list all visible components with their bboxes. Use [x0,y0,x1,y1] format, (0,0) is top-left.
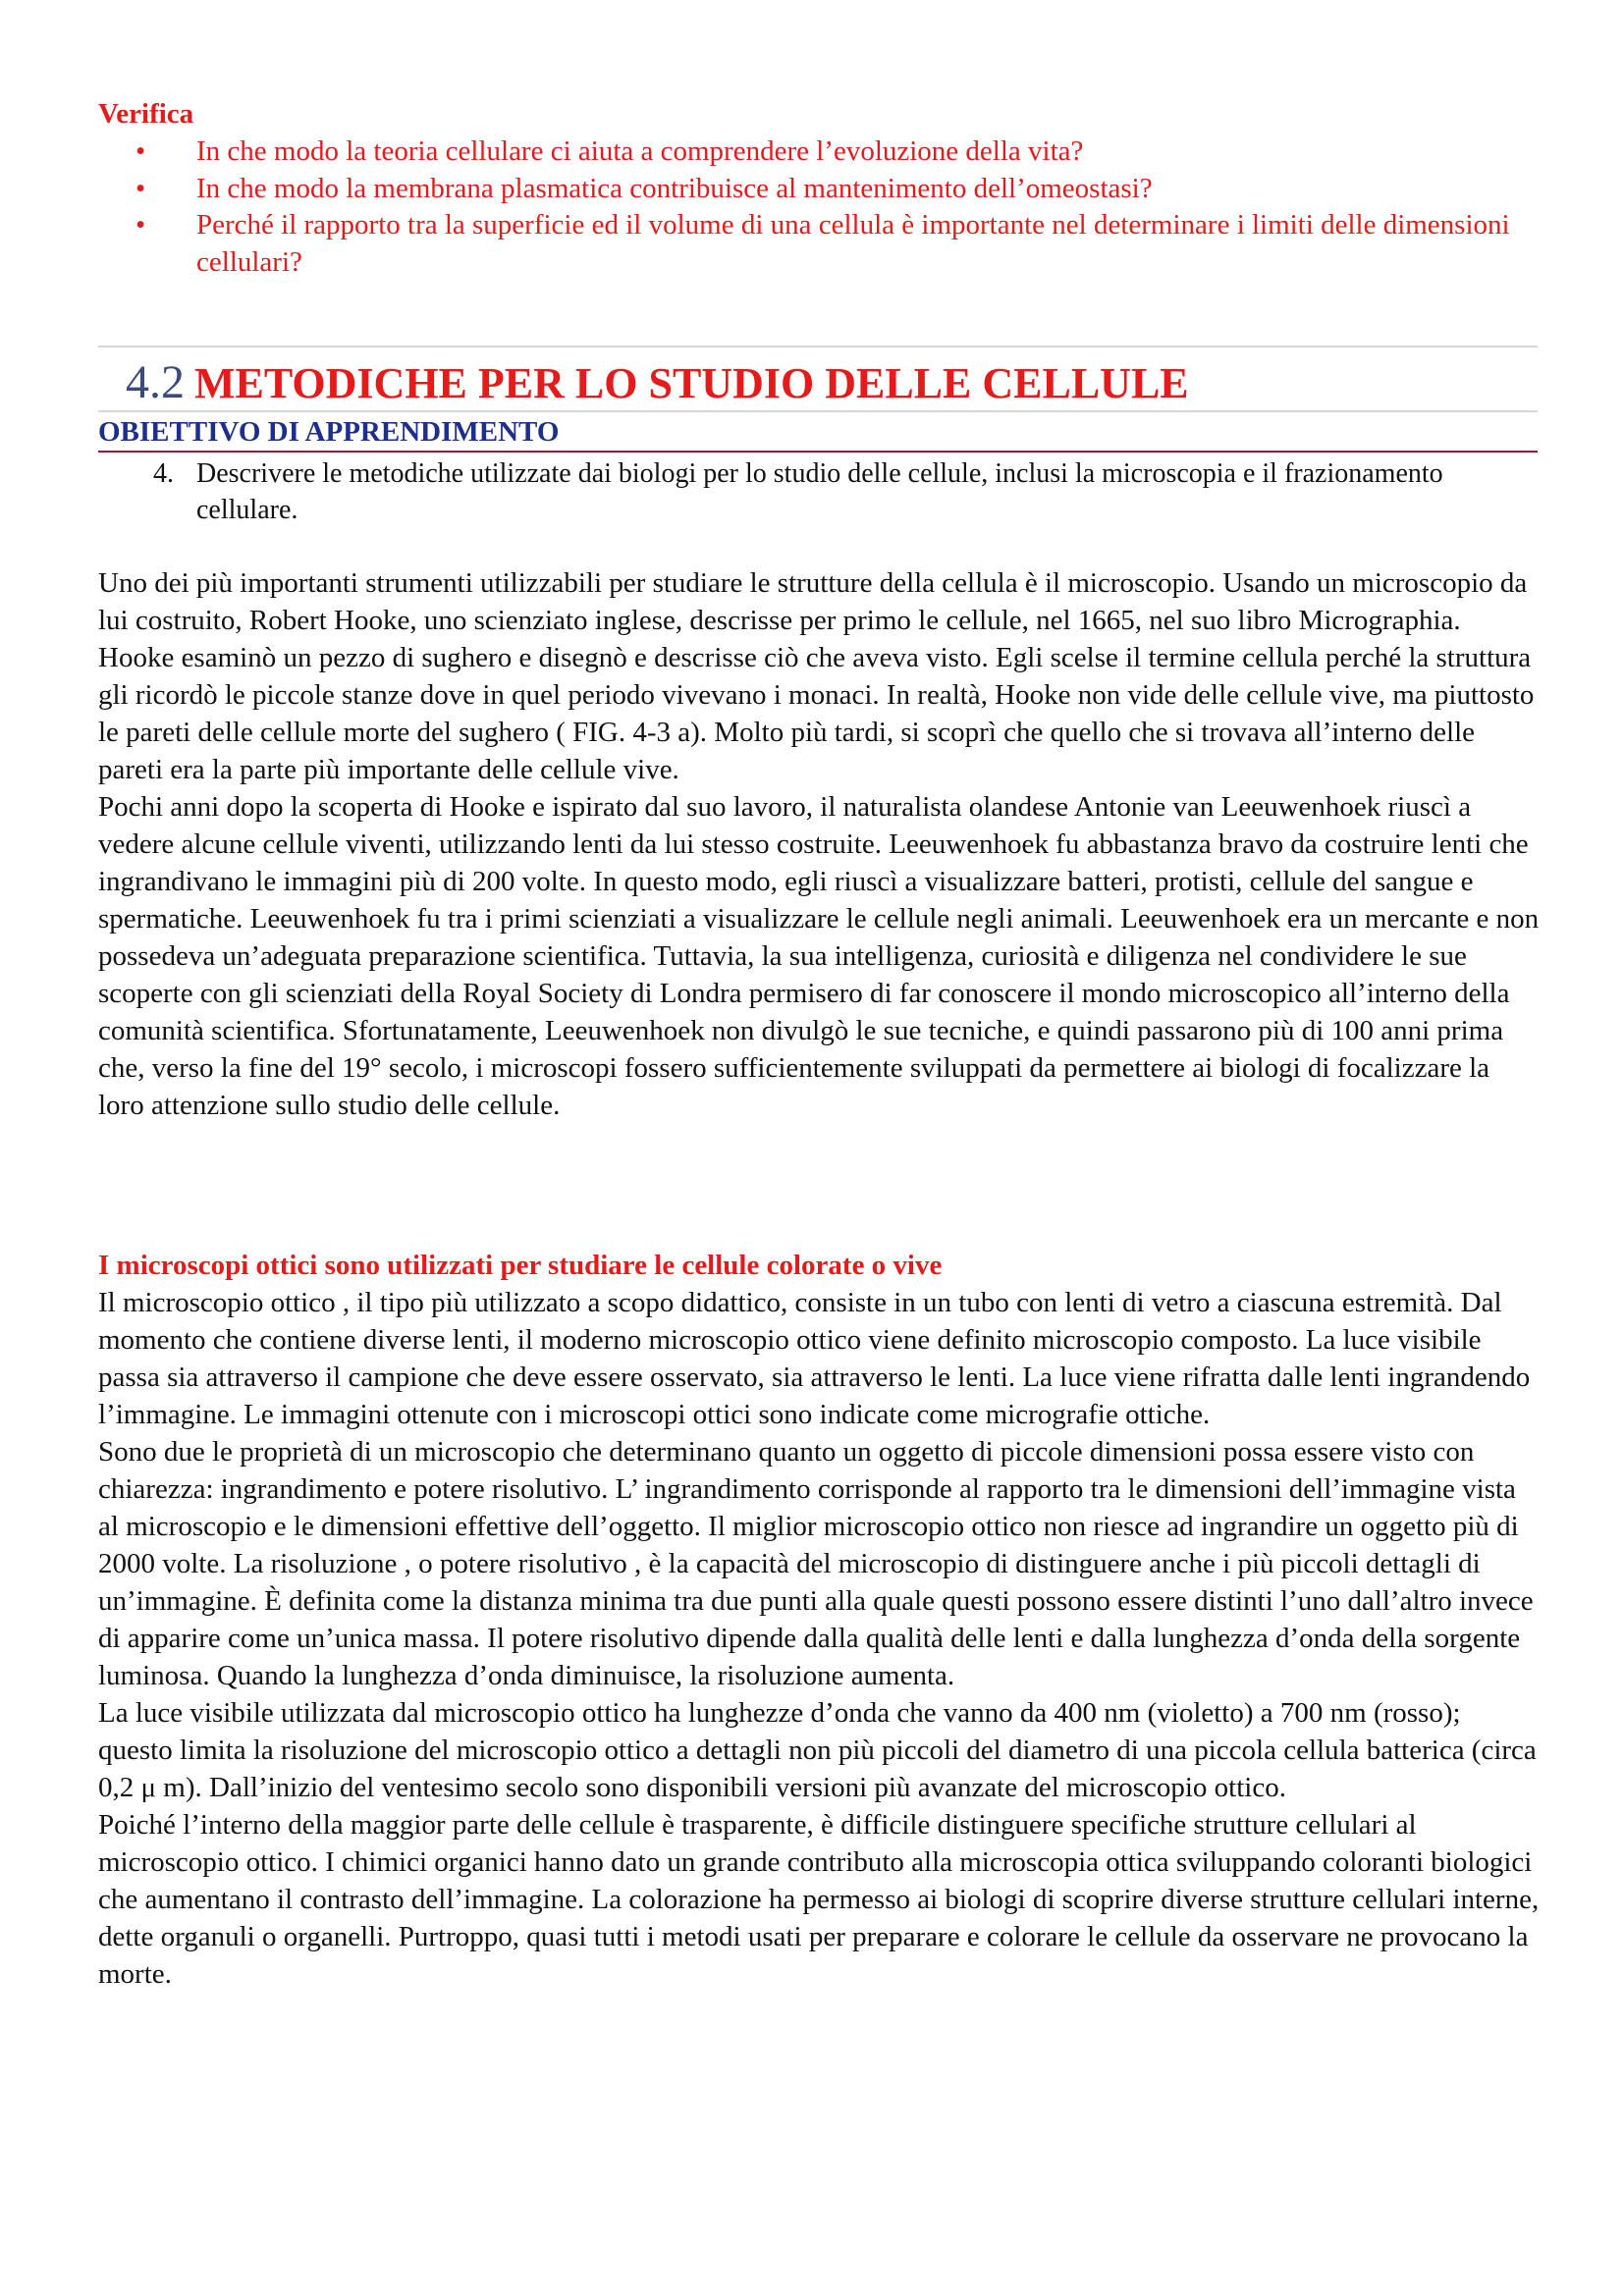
verifica-question-text: In che modo la teoria cellulare ci aiuta a comprendere l’evoluzione della vita? [196,135,1084,167]
paragraph: Sono due le proprietà di un microscopio che determinano quanto un oggetto di piccole dimensioni possa essere visto con chiarezza: ingrandimento e potere risolutivo. L’ ingrandimento corrisponde al rapporto tra le dimensioni dell’immagine vista al microscopio e le dimensioni effettive dell’oggetto. Il miglior microscopio ottico non riesce ad ingrandire un oggetto più di 2000 volte. La risoluzione , o potere risolutivo , è la capacità del microscopio di distinguere anche i più piccoli dettagli di un’immagine. È definita come la distanza minima tra due punti alla quale questi possono essere distinti l’uno dall’altro invece di apparire come un’unica massa. Il potere risolutivo dipende dalla qualità delle lenti e dalla lunghezza d’onda della sorgente luminosa. Quando la lunghezza d’onda diminuisce, la risoluzione aumenta. [98,1436,1534,1691]
objective-list [98,455,1542,528]
paragraph: Il microscopio ottico , il tipo più utilizzato a scopo didattico, consiste in un tubo con lenti di vetro a ciascuna estremità. Dal momento che contiene diverse lenti, il moderno microscopio ottico viene definito microscopio composto. La luce visibile passa sia attraverso il campione che deve essere osservato, sia attraverso le lenti. La luce viene rifratta dalle lenti ingrandendo l’immagine. Le immagini ottenute con i microscopi ottici sono indicate come micrografie ottiche. [98,1287,1531,1430]
objective-item [98,455,1542,528]
objective-number: 4. [153,458,174,489]
paragraph: Pochi anni dopo la scoperta di Hooke e ispirato dal suo lavoro, il naturalista olandese Antonie van Leeuwenhoek riuscì a vedere alcune cellule viventi, utilizzando lenti da lui stesso costruite. Leeuwenhoek fu abbastanza bravo da costruire lenti che ingrandivano le immagini più di 200 volte. In questo modo, egli riuscì a visualizzare batteri, protisti, cellule del sangue e spermatiche. Leeuwenhoek fu tra i primi scienziati a visualizzare le cellule negli animali. Leeuwenhoek era un mercante e non possedeva un’adeguata preparazione scientifica. Tuttavia, la sua intelligenza, curiosità e diligenza nel condividere le sue scoperte con gli scienziati della Royal Society di Londra permisero di far conoscere il mondo microscopico all’interno della comunità scientifica. Sfortunatamente, Leeuwenhoek non divulgò le sue tecniche, e quindi passarono più di 100 anni prima che, verso la fine del 19° secolo, i microscopi fossero sufficientemente sviluppati da permettere ai biologi di focalizzare la loro attenzione sullo studio delle cellule. [98,791,1540,1121]
objective-title: OBIETTIVO DI APPRENDIMENTO [98,416,560,448]
paragraph: Uno dei più importanti strumenti utilizzabili per studiare le strutture della cellula è il microscopio. Usando un microscopio da lui costruito, Robert Hooke, uno scienziato inglese, descrisse per primo le cellule, nel 1665, nel suo libro Micrographia. Hooke esaminò un pezzo di sughero e disegnò e descrisse ciò che aveva visto. Egli scelse il termine cellula perché la struttura gli ricordò le piccole stanze dove in quel periodo vivevano i monaci. In realtà, Hooke non vide delle cellule vive, ma piuttosto le pareti delle cellule morte del sughero ( FIG. 4-3 a). Molto più tardi, si scoprì che quello che si trovava all’interno delle pareti era la parte più importante delle cellule vive. [98,567,1535,785]
section-title: METODICHE PER LO STUDIO DELLE CELLULE [194,359,1189,407]
intro-text [98,564,1542,1124]
verifica-question [98,133,1542,171]
objective-text: Descrivere le metodiche utilizzate dai biologi per lo studio delle cellule, inclusi la microscopia e il frazionamento cellulare. [196,458,1443,525]
paragraph: Poiché l’interno della maggior parte delle cellule è trasparente, è difficile distinguere specifiche strutture cellulari al microscopio ottico. I chimici organici hanno dato un grande contributo alla microscopia ottica sviluppando coloranti biologici che aumentano il contrasto dell’immagine. La colorazione ha permesso ai biologi di scoprire diverse strutture cellulari interne, dette organuli o organelli. Purtroppo, quasi tutti i metodi usati per preparare e colorare le cellule da osservare ne provocano la morte. [98,1809,1540,1990]
verifica-title: Verifica [98,98,194,130]
verifica-question [98,171,1542,208]
section-mid-divider [98,410,1538,412]
verifica-question-list [98,133,1542,281]
subsection-text [98,1284,1542,1993]
verifica-question-text: Perché il rapporto tra la superficie ed il volume di una cellula è importante nel determinare i limiti delle dimensioni cellulari? [196,209,1510,278]
bullet-icon: • [135,209,146,240]
section-number: 4.2 [126,356,185,408]
verifica-question-text: In che modo la membrana plasmatica contribuisce al mantenimento dell’omeostasi? [196,172,1153,204]
bullet-icon: • [135,172,146,204]
bullet-icon: • [135,135,146,167]
paragraph: La luce visibile utilizzata dal microscopio ottico ha lunghezze d’onda che vanno da 400 nm (violetto) a 700 nm (rosso); questo limita la risoluzione del microscopio ottico a dettagli non più piccoli del diametro di una piccola cellula batterica (circa 0,2 μ m). Dall’inizio del ventesimo secolo sono disponibili versioni più avanzate del microscopio ottico. [98,1697,1537,1803]
subsection-title: I microscopi ottici sono utilizzati per studiare le cellule colorate o vive [98,1250,943,1281]
objective-divider [98,451,1538,453]
section-top-divider [98,346,1538,347]
verifica-question [98,207,1542,281]
